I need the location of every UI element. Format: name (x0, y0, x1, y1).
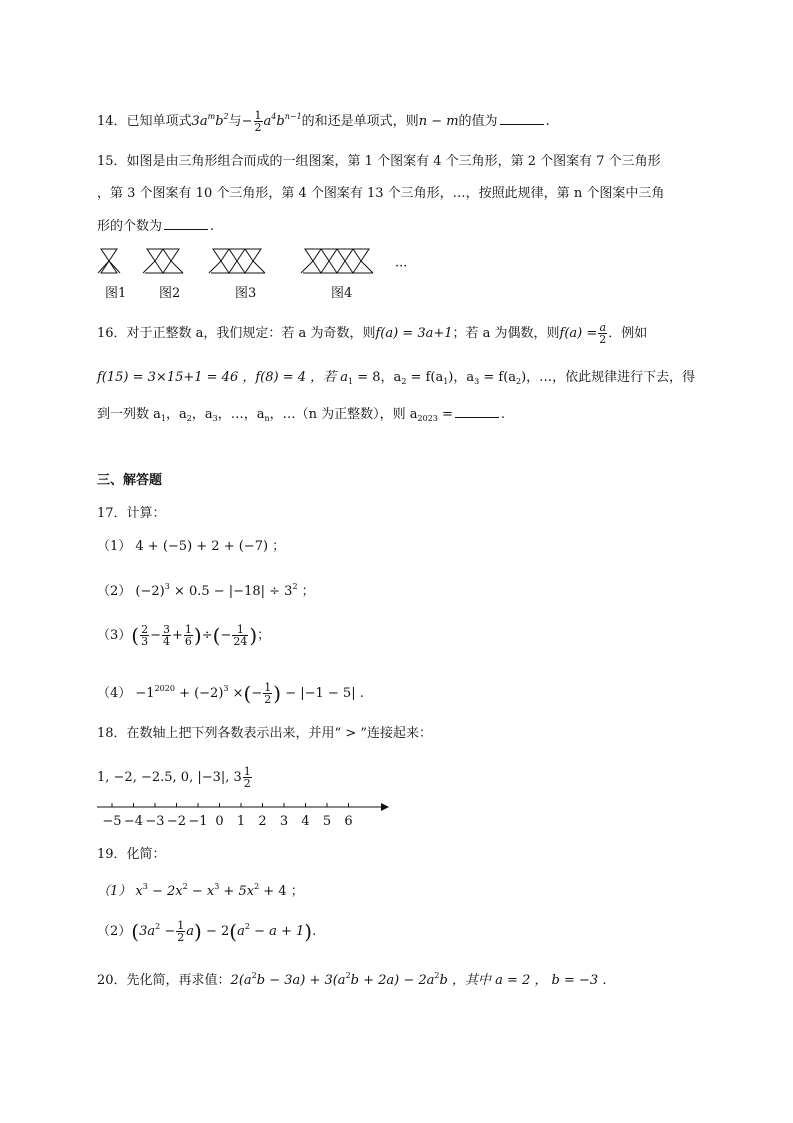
fig-label-3: 图3 (235, 286, 257, 301)
q14-coef: $3a^mb^2$ (191, 112, 229, 129)
question-19-part2: $(2)(3a^2$ − $\frac{1}{2}$ $a) - 2(a^2 - a + 1)$. (97, 919, 317, 944)
fig-label-4: 图4 (331, 286, 353, 301)
tick-label: −4 (123, 814, 144, 829)
question-20: 20．先化简，再求值：$2(a^2b - 3a) + 3(a^2b + 2a) - 2a^2b$ ，其中 a = 2 ， b = −3 . (97, 971, 607, 988)
tick-label: 6 (344, 814, 353, 829)
question-14: 14．已知单项式$3a^mb^2$与− $\frac{1}{2}$ $a^4b^{n-1}$的和还是单项式，则n − m的值为 . (97, 109, 550, 134)
question-15-line2: ，第 3 个图案有 10 个三角形，第 4 个图案有 13 个三角形，…，按照此规律，第 n 个图案中三角 (97, 186, 665, 201)
tick-label: −1 (188, 814, 208, 829)
number-line (95, 795, 395, 835)
question-17-title: 17．计算： (97, 506, 166, 521)
tick-label: 3 (279, 814, 289, 829)
tick-label: −5 (102, 814, 122, 829)
fig-label-1: 图1 (105, 286, 127, 301)
question-16-line1: 16．对于正整数 a，我们规定：若 a 为奇数，则f(a) = 3a+1；若 a 为偶数，则f(a) = $\frac{a}{2}$ ．例如 (97, 321, 648, 346)
question-15-line3: 形的个数为 . (97, 219, 215, 234)
answer-blank[interactable] (455, 405, 499, 418)
tick-label: 0 (215, 814, 224, 829)
question-18-numbers: 1, −2, −2.5, 0, |−3|, 3 $\frac{1}{2}$ (97, 765, 251, 790)
question-17-part1: （1） 4 + (−5) + 2 + (−7) ； (97, 539, 286, 554)
arrow-right-icon (381, 803, 389, 811)
tick-label: 4 (301, 814, 310, 829)
tick-label: 2 (258, 814, 267, 829)
tick-label: 5 (322, 814, 332, 829)
question-19-title: 19．化简： (97, 847, 166, 862)
q16-fraction: $\frac{a}{2}$ (599, 321, 607, 346)
ellipsis: ··· (395, 259, 408, 274)
question-16-line2: f(15) = 3×15+1 = 46 ，f(8) = 4 ，若 $a_1 = 8$，$a_2 = f(a_1)$，$a_3 = f(a_2)$，…，依此规律进行下去，得 (97, 370, 696, 386)
answer-blank[interactable] (500, 112, 544, 125)
triangle-pattern-figure (95, 244, 425, 304)
fig-label-2: 图2 (159, 286, 181, 301)
section-heading: 三、解答题 (97, 473, 163, 488)
tick-label: −2 (166, 814, 187, 829)
question-17-part3: （3）( $\frac{2}{3}$ − $\frac{3}{4}$ + $\frac{1}{6}$ )÷(− $\frac{1}{24}$ )； (97, 623, 271, 648)
question-18-title: 18．在数轴上把下列各数表示出来，并用“ > ”连接起来： (97, 726, 432, 741)
question-19-part1: （1） $x^3 - 2x^2 - x^3 + 5x^2 + 4$ ； (97, 882, 304, 899)
question-17-part2: （2） $(-2)^3 \times 0.5 - |-18| \div 3^2$ ； (97, 582, 315, 599)
tick-label: −3 (145, 814, 165, 829)
tick-label: 1 (236, 814, 246, 829)
question-15-line1: 15．如图是由三角形组合而成的一组图案，第 1 个图案有 4 个三角形，第 2 个图案有 7 个三角形 (97, 154, 661, 169)
question-16-line3: 到一列数 $a_1$，$a_2$，$a_3$，…，$a_n$，…（n 为正整数），则 $a_{2023}$ = . (97, 407, 506, 423)
answer-blank[interactable] (164, 217, 208, 230)
question-17-part4: $(4) -1^{2020} + (-2)^3$ ×(− $\frac{1}{2}$ ) − |−1 − 5| . (97, 681, 364, 706)
q14-fraction: $\frac{1}{2}$ (254, 109, 262, 134)
